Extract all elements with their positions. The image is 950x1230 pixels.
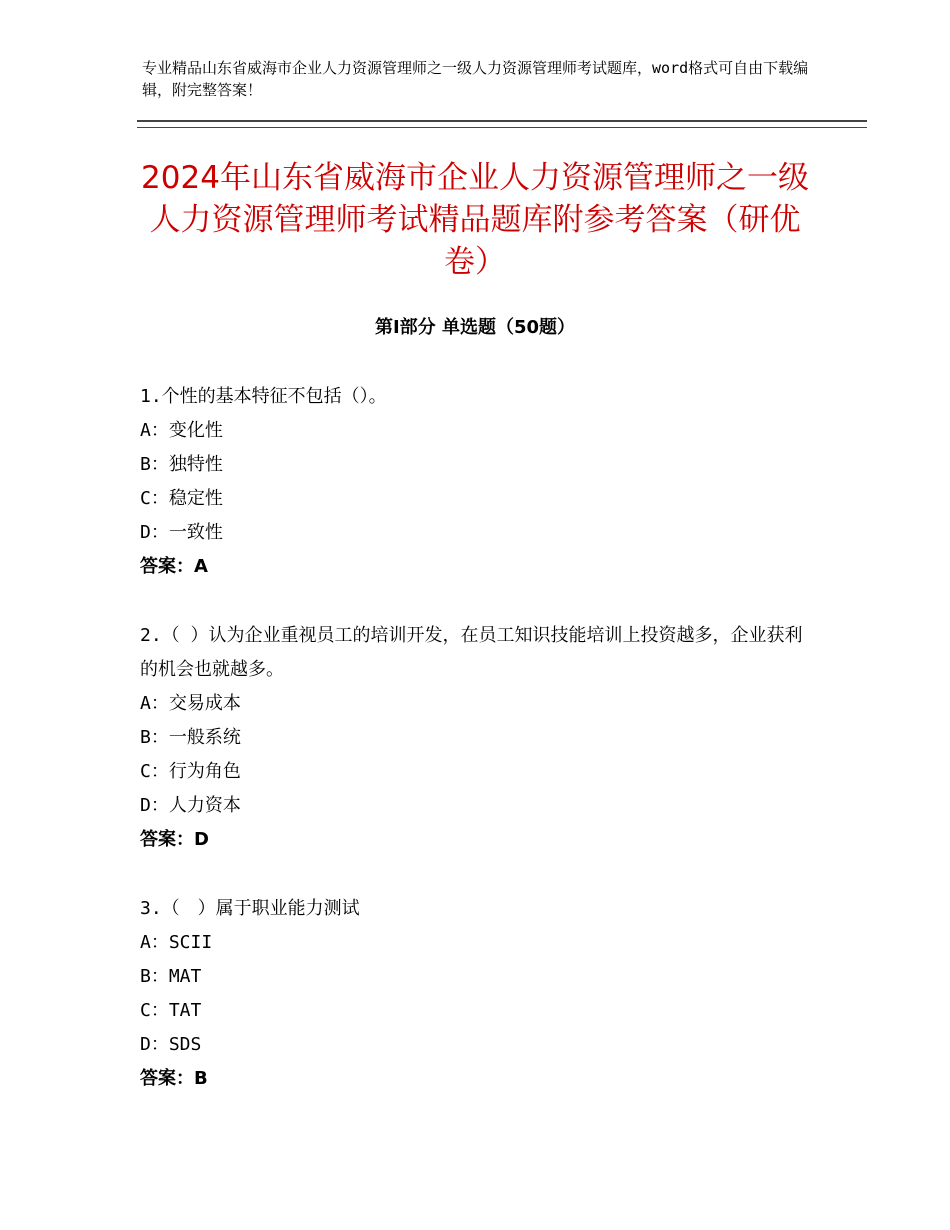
question-stem: 1.个性的基本特征不包括（）。 xyxy=(140,386,387,407)
option-d: D：一致性 xyxy=(140,522,223,543)
question-1 xyxy=(140,380,820,584)
question-stem: 3.（ ）属于职业能力测试 xyxy=(140,898,360,919)
option-b: B：MAT xyxy=(140,966,202,987)
answer: 答案：A xyxy=(140,556,208,577)
option-d: D：SDS xyxy=(140,1034,202,1055)
option-d: D：人力资本 xyxy=(140,795,241,816)
answer: 答案：D xyxy=(140,829,209,850)
option-a: A：SCII xyxy=(140,932,213,953)
option-a: A：交易成本 xyxy=(140,693,241,714)
option-c: C：TAT xyxy=(140,1000,202,1021)
header-divider xyxy=(137,120,867,128)
question-3 xyxy=(140,892,820,1096)
question-stem: 2.（ ）认为企业重视员工的培训开发，在员工知识技能培训上投资越多，企业获利的机会也就越多。 xyxy=(140,625,803,680)
question-2 xyxy=(140,619,820,857)
document-title: 2024年山东省威海市企业人力资源管理师之一级人力资源管理师考试精品题库附参考答案（研优卷） xyxy=(141,160,809,280)
answer: 答案：B xyxy=(140,1068,208,1089)
option-b: B：一般系统 xyxy=(140,727,241,748)
option-b: B：独特性 xyxy=(140,454,223,475)
option-a: A：变化性 xyxy=(140,420,223,441)
option-c: C：稳定性 xyxy=(140,488,223,509)
header-note: 专业精品山东省威海市企业人力资源管理师之一级人力资源管理师考试题库，word格式可自由下载编辑，附完整答案！ xyxy=(142,59,809,99)
section-heading: 第Ⅰ部分 单选题（50题） xyxy=(374,317,575,338)
option-c: C：行为角色 xyxy=(140,761,241,782)
